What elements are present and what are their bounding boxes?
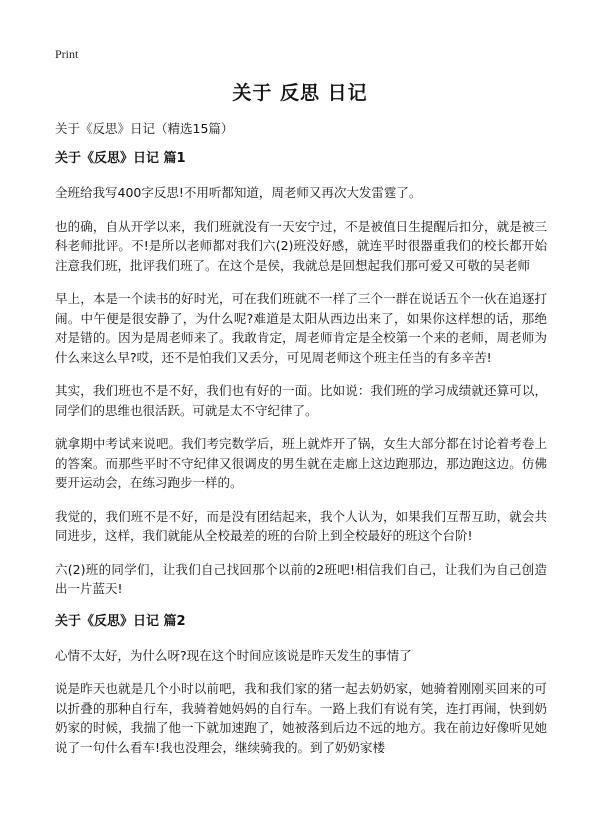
paragraph: 我觉的，我们班不是不好，而是没有团结起来，我个人认为，如果我们互帮互助，就会共同进步，这样，我们就能从全校最差的班的台阶上到全校最好的班这个台阶! <box>55 508 547 543</box>
paragraph: 就拿期中考试来说吧。我们考完数学后，班上就炸开了锅，女生大部分都在讨论着考卷上的答案。而那些平时不守纪律又很调皮的男生就在走廊上这边跑那边，那边跑这边。仿佛要开运动会，在练习跑步一样的。 <box>55 436 547 490</box>
paragraph: 全班给我写400字反思!不用听都知道，周老师又再次大发雷霆了。 <box>55 185 422 200</box>
section-heading: 关于《反思》日记 篇1 <box>55 151 186 166</box>
paragraph: 说是昨天也就是几个小时以前吧，我和我们家的猪一起去奶奶家，她骑着刚刚买回来的可以折叠的那种自行车，我骑着她妈妈的自行车。一路上我们有说有笑，连打再闹，快到奶奶家的时候，我揣了他一下就加速跑了，她被落到后边不远的地方。我在前边好像听见她说了一句什么看车!我也没理会，继续骑我的。到了奶奶家楼 <box>55 681 547 755</box>
print-label[interactable]: Print <box>55 47 79 61</box>
paragraph: 其实，我们班也不是不好，我们也有好的一面。比如说：我们班的学习成绩就还算可以，同学们的思维也很活跃。可就是太不守纪律了。 <box>55 383 547 418</box>
paragraph: 心情不太好，为什么呀?现在这个时间应该说是昨天发生的事情了 <box>55 647 412 663</box>
page-subtitle: 关于《反思》日记（精选15篇） <box>55 121 234 136</box>
page-title: 关于 反思 日记 <box>232 82 368 104</box>
section-heading: 关于《反思》日记 篇2 <box>55 613 186 629</box>
paragraph: 早上，本是一个读书的好时光，可在我们班就不一样了三个一群在说话五个一伙在追逐打闹。中午便是很安静了，为什么呢?难道是太阳从西边出来了，如果你这样想的话，那绝对是错的。因为是周老师来了。我敢肯定，周老师肯定是全校第一个来的老师，周老师为什么来这么早?哎，还不是怕我们又丢分，可见周老师这个班主任当的有多辛苦! <box>55 291 547 365</box>
paragraph: 六(2)班的同学们，让我们自己找回那个以前的2班吧!相信我们自己，让我们为自己创造出一片蓝天! <box>55 561 547 596</box>
article-body <box>55 150 547 771</box>
paragraph: 也的确，自从开学以来，我们班就没有一天安宁过，不是被值日生提醒后扣分，就是被三科老师批评。不!是所以老师都对我们六(2)班没好感，就连平时很器重我们的校长都开始注意我们班，批评我们班了。在这个是侯，我就总是回想起我们那可爱又可敬的吴老师 <box>55 218 547 273</box>
